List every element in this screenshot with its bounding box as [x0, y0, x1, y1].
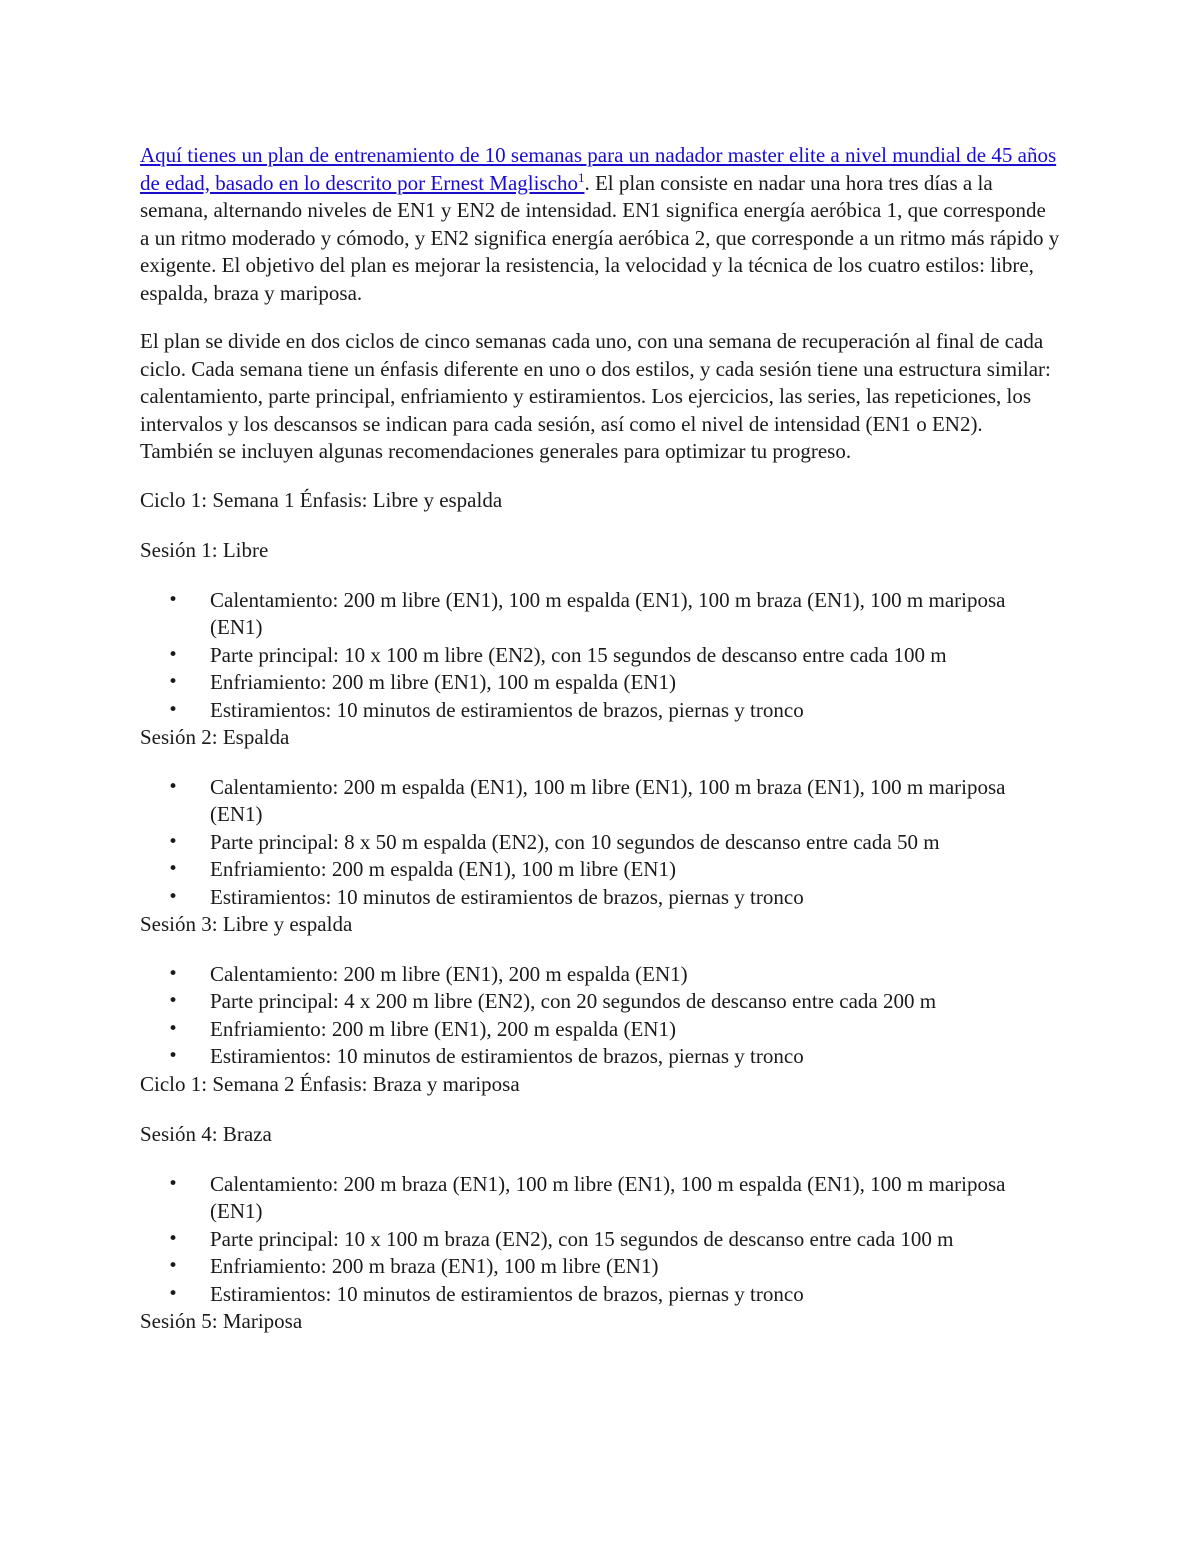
bullet-icon: •	[168, 699, 179, 720]
week-heading: Ciclo 1: Semana 2 Énfasis: Braza y mariposa	[140, 1071, 520, 1096]
list-item	[140, 1043, 1060, 1071]
bullet-icon: •	[168, 589, 179, 610]
list-item	[140, 1016, 1060, 1044]
list-item-text: Estiramientos: 10 minutos de estiramientos de brazos, piernas y tronco	[210, 884, 804, 909]
list-item-text: Estiramientos: 10 minutos de estiramientos de brazos, piernas y tronco	[210, 1281, 804, 1306]
bullet-icon: •	[168, 1018, 179, 1039]
session-title: Sesión 5: Mariposa	[140, 1309, 303, 1333]
bullet-icon: •	[168, 963, 179, 984]
bullet-icon: •	[168, 672, 179, 692]
week-heading: Ciclo 1: Semana 1 Énfasis: Libre y espalda	[140, 487, 503, 512]
plan-structure-paragraph: El plan se divide en dos ciclos de cinco semanas cada uno, con una semana de recuperación al final de cada ciclo. Cada semana tiene un énfasis diferente en uno o dos estilos, y cada sesión tiene una estructura similar: calentamiento, parte principal, enfriamiento y estiramientos. Los ejercicios, las series, las repeticiones, los intervalos y los descansos se indican para cada sesión, así como el nivel de intensidad (EN1 o EN2). También se incluyen algunas recomendaciones generales para optimizar tu progreso.	[140, 329, 1051, 463]
list-item-text: Enfriamiento: 200 m libre (EN1), 200 m espalda (EN1)	[210, 1016, 676, 1041]
bullet-icon: •	[168, 1228, 179, 1249]
session-title: Sesión 3: Libre y espalda	[140, 912, 353, 936]
bullet-icon: •	[168, 1046, 179, 1066]
list-item-text: Parte principal: 4 x 200 m libre (EN2), con 20 segundos de descanso entre cada 200 m	[210, 989, 937, 1013]
list-item	[140, 961, 1060, 989]
bullet-icon: •	[168, 1173, 179, 1194]
intro-paragraph	[140, 142, 1060, 307]
document-page	[140, 142, 1060, 1358]
footnote-ref[interactable]: 1	[577, 169, 585, 185]
list-item	[140, 829, 1060, 857]
list-item	[140, 988, 1060, 1016]
list-item	[140, 1253, 1060, 1281]
list-item-text: Calentamiento: 200 m espalda (EN1), 100 m libre (EN1), 100 m braza (EN1), 100 m mariposa (EN1)	[210, 774, 1006, 826]
list-item-text: Enfriamiento: 200 m espalda (EN1), 100 m libre (EN1)	[210, 857, 676, 881]
list-item	[140, 669, 1060, 697]
session-list	[140, 1171, 1060, 1309]
bullet-icon: •	[168, 644, 179, 665]
bullet-icon: •	[168, 1283, 179, 1304]
list-item-text: Estiramientos: 10 minutos de estiramientos de brazos, piernas y tronco	[210, 1044, 804, 1068]
list-item	[140, 856, 1060, 884]
list-item	[140, 1281, 1060, 1309]
session-list	[140, 587, 1060, 725]
bullet-icon: •	[168, 831, 179, 852]
list-item-text: Calentamiento: 200 m libre (EN1), 100 m espalda (EN1), 100 m braza (EN1), 100 m mariposa (EN1)	[210, 587, 1006, 639]
list-item-text: Parte principal: 10 x 100 m libre (EN2), con 15 segundos de descanso entre cada 100 m	[210, 642, 947, 667]
list-item	[140, 1226, 1060, 1254]
list-item-text: Enfriamiento: 200 m braza (EN1), 100 m libre (EN1)	[210, 1254, 659, 1278]
list-item-text: Enfriamiento: 200 m libre (EN1), 100 m espalda (EN1)	[210, 670, 676, 694]
list-item	[140, 774, 1060, 829]
list-item-text: Estiramientos: 10 minutos de estiramientos de brazos, piernas y tronco	[210, 697, 804, 722]
session-list	[140, 774, 1060, 912]
list-item	[140, 1171, 1060, 1226]
plan-source-link-text[interactable]: Aquí tienes un plan de entrenamiento de 10 semanas para un nadador master elite a nivel mundial de 45 años de edad, basado en lo descrito por Ernest Maglischo	[140, 143, 1057, 195]
list-item-text: Calentamiento: 200 m libre (EN1), 200 m espalda (EN1)	[210, 961, 688, 986]
list-item-text: Parte principal: 8 x 50 m espalda (EN2), con 10 segundos de descanso entre cada 50 m	[210, 829, 940, 854]
session-title: Sesión 4: Braza	[140, 1122, 272, 1146]
session-title: Sesión 1: Libre	[140, 538, 269, 562]
bullet-icon: •	[168, 859, 179, 879]
bullet-icon: •	[168, 886, 179, 907]
bullet-icon: •	[168, 991, 179, 1011]
list-item	[140, 884, 1060, 912]
list-item	[140, 697, 1060, 725]
session-list	[140, 961, 1060, 1071]
intro-text: . El plan consiste en nadar una hora tres días a la semana, alternando niveles de EN1 y EN2 de intensidad. EN1 significa energía aeróbica 1, que corresponde a un ritmo moderado y cómodo, y EN2 significa energía aeróbica 2, que corresponde a un ritmo más rápido y exigente. El objetivo del plan es mejorar la resistencia, la velocidad y la técnica de los cuatro estilos: libre, espalda, braza y mariposa.	[140, 170, 1060, 305]
bullet-icon: •	[168, 776, 179, 797]
bullet-icon: •	[168, 1256, 179, 1276]
list-item	[140, 642, 1060, 670]
session-title: Sesión 2: Espalda	[140, 725, 290, 749]
list-item	[140, 587, 1060, 642]
list-item-text: Parte principal: 10 x 100 m braza (EN2), con 15 segundos de descanso entre cada 100 m	[210, 1226, 954, 1251]
list-item-text: Calentamiento: 200 m braza (EN1), 100 m libre (EN1), 100 m espalda (EN1), 100 m mariposa (EN1)	[210, 1171, 1006, 1223]
